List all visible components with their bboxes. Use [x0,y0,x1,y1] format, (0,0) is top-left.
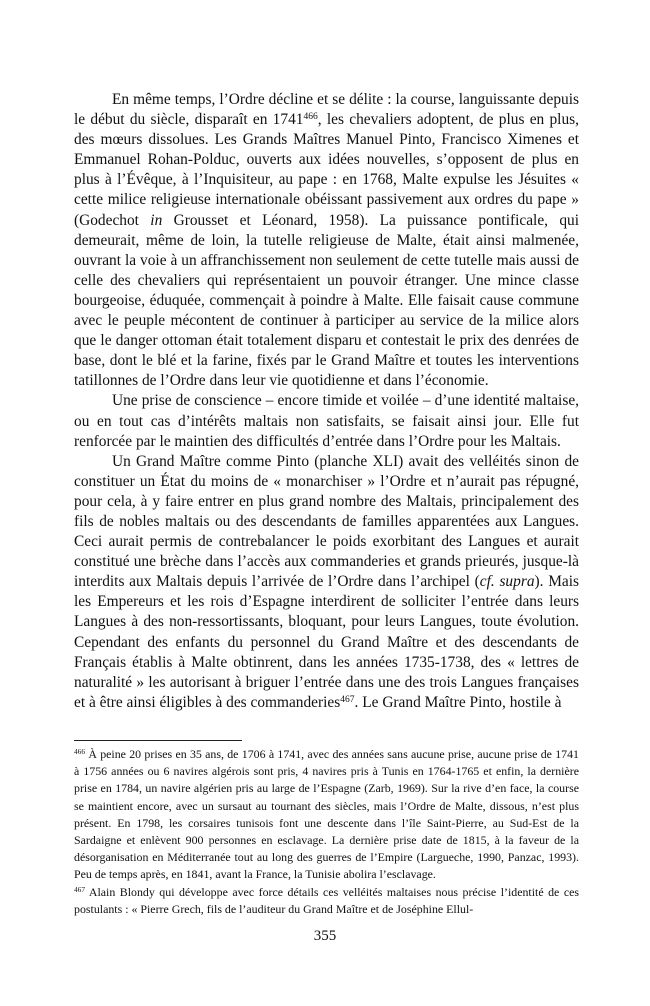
footnotes [74,746,579,918]
footnote-467 [74,884,579,918]
footnote-467-text: Alain Blondy qui développe avec force détails ces velléités maltaises nous précise l’identité de ces postulants : « Pierre Grech, fils de l’auditeur du Grand Maître et de Joséphine Ellul- [74,884,579,916]
paragraph-3 [74,452,579,713]
italic-cf-supra: cf. supra [479,573,535,591]
footnote-466-text: À peine 20 prises en 35 ans, de 1706 à 1741, avec des années sans aucune prise, aucune prise de 1741 à 1756 années ou 6 navires algérois sont pris, 4 navires pris à Tunis en 1764-1765 et enfin, la dernière prise en 1784, un navire algérien pris au large de l’Espagne (Zarb, 1969). Sur la rive d’en face, la course se maintient encore, avec un sursaut au tournant des siècles, mais l’Ordre de Malte, dissous, n’est plus présent. En 1798, les corsaires tunisois font une descente dans l’île Saint-Pierre, au Sud-Est de la Sardaigne et enlèvent 900 personnes en esclavage. La dernière prise date de 1815, à la faveur de la désorganisation en Méditerranée tout au long des guerres de l’Empire (Largueche, 1990, Panzac, 1993). Peu de temps après, en 1841, avant la France, la Tunisie abolira l’esclavage. [74,747,579,882]
paragraph-3-part-b: ). Mais les Empereurs et les rois d’Espagne interdirent de solliciter l’entrée dans leurs Langues à des non-ressortissants, bloquant, pour leurs Langues, toute évolution. Cependant des enfants du personnel du Grand Maître et des descendants de Français établis à Malte obtinrent, dans les années 1735-1738, des « lettres de naturalité » les autorisant à briguer l’entrée dans une des trois Langues françaises et à être ainsi éligibles à des commanderies [74,573,579,711]
footnote-467-number: 467 [74,884,86,894]
footnote-466 [74,746,579,884]
footnote-separator [74,740,242,741]
footnote-466-number: 466 [74,746,86,756]
page-number: 355 [313,928,337,944]
main-text [74,90,579,713]
paragraph-2: Une prise de conscience – encore timide et voilée – d’une identité maltaise, ou en tout cas d’intérêts maltais non satisfaits, se faisait ainsi jour. Elle fut renforcée par le maintien des difficultés d’entrée dans l’Ordre pour les Maltais. [74,392,579,450]
footnote-ref-466[interactable]: 466 [303,110,318,122]
paragraph-1-part-a: En même temps, l’Ordre décline et se délite : la course, languissante depuis le début du siècle, disparaît en 1741 [74,91,579,129]
footnote-ref-467[interactable]: 467 [340,693,355,705]
paragraph-1 [74,90,579,391]
paragraph-1-part-b: , les chevaliers adoptent, de plus en plus, des mœurs dissolues. Les Grands Maîtres Manuel Pinto, Francisco Ximenes et Emmanuel Rohan-Polduc, ouverts aux idées nouvelles, s’opposent de plus en plus à l’Évêque, à l’Inquisiteur, au pape : en 1768, Malte expulse les Jésuites « cette milice religieuse internationale obéissant passivement aux ordres du pape » (Godechot [74,111,579,229]
paragraph-1-part-c: Grousset et Léonard, 1958). La puissance pontificale, qui demeurait, même de loin, la tutelle religieuse de Malte, était ainsi malmenée, ouvrant la voie à un affranchissement non seulement de cette tutelle mais aussi de celle des chevaliers qui représentaient un pouvoir étranger. Une mince classe bourgeoise, éduquée, commençait à poindre à Malte. Elle faisait cause commune avec le peuple mécontent de continuer à participer au service de la milice alors que le danger ottoman était totalement disparu et contestait le prix des denrées de base, dont le blé et la farine, fixés par le Grand Maître et toutes les interventions tatillonnes de l’Ordre dans leur vie quotidienne et dans l’économie. [74,211,579,390]
paragraph-3-part-a: Un Grand Maître comme Pinto (planche XLI) avait des velléités sinon de constituer un État du moins de « monarchiser » l’Ordre et n’aurait pas répugné, pour cela, à y faire entrer en plus grand nombre des Maltais, principalement des fils de nobles maltais ou des descendants de familles apparentées aux Langues. Ceci aurait permis de contrebalancer le poids exorbitant des Langues et aurait constitué une brèche dans l’accès aux commanderies et grands prieurés, jusque-là interdits aux Maltais depuis l’arrivée de l’Ordre dans l’archipel ( [74,452,579,591]
paragraph-3-part-c: . Le Grand Maître Pinto, hostile à [354,693,562,711]
italic-in: in [150,211,163,229]
